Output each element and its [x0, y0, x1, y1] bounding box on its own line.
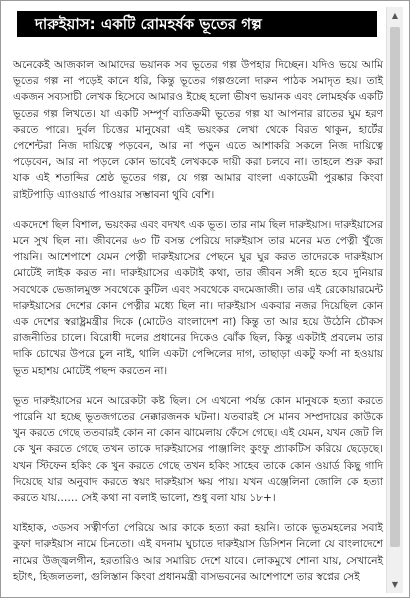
article-paragraph-1: অনেকেই আজকাল আমাদের ভয়ানক সব ভূতের গল্প উপহার দিচ্ছেন। যদিও ভয়ে আমি ভূতের গল্প না পড়েই কানে ধরি, কিন্তু ভূতের গল্পগুলো দারুন পাঠক সমাদৃত হয়। তাই একজন সব্যসাচী লেখক হিসেবে আমারও ইচ্ছে হলো ভীষণ ভয়ানক এবং লোমহর্ষক একটি ভূতের গল্প লিখতে। যা একটি সম্পূর্ণ ব্যতিক্রমী ভূতের গল্প যা আপনার রাতের ঘুম হরণ করতে পারে। দুর্বল চিত্তের মানুষেরা এই ভয়ংকর লেখা থেকে বিরত থাকুন, হার্টের পেশেন্টরা নিজ দায়িত্বে পড়বেন, আর না পড়ুন এতে আশাকরি সকলে নিজ দায়িত্বে পড়েবেন, আর না পড়লে কোন ভাবেই লেখককে দায়ী করা চলবে না। তাহলে শুরু করা যাক এই শতাব্দির শ্রেষ্ঠ ভূতের গল্প, যে গল্প আমার বাংলা একাডেমী পুরষ্কার কিংবা রাইটপাড়ি এ্যাওয়ার্ড পাওয়ার সম্ভাবনা থুবি বেশি। [13, 59, 383, 201]
vertical-scrollbar[interactable] [386, 7, 403, 593]
article-title: দারুইয়াস: একটি রোমহর্ষক ভূতের গল্প [17, 11, 377, 37]
scroll-down-arrow-icon[interactable]: ▼ [391, 580, 399, 589]
article-paragraph-3: ভূত দারুইয়াসের মনে আরেকটা কষ্ট ছিল। সে এখনো পর্যন্ত কোন মানুষকে হত্যা করতে পারেনি যা হচ্ছে ভূতজগতের নেক্কারজনক ঘটনা। যতবারই সে মানব সম্প্রদায়ের কাউকে খুন করতে গেছে ততবারই কোন না কোন ঝামেলায় ফেঁসে গেছে। এই যেমন, যখন জেট লি কে খুন করতে গেছে তখন তাকে দারুইয়াসের পাঞ্জালিং কুংফু প্র্যাকটিস করিয়ে ছেড়েছে। যখন স্টিফেন হকিং কে খুন করতে গেছে তখন হকিং সাহেব তাকে কোন ওয়ার্ড কিছু গাদি দিয়েছে যার অনুবাদ করতে স্বয়ং দারুইয়াস ক্ষয় পায়। যখন এঞ্জেলিনা জোলি কে হত্যা করতে যায়…… সেই কথা না বলাই ভালো, শুধু বলা যায় ১৮+। [13, 394, 383, 505]
scrollbar-thumb[interactable] [390, 27, 400, 547]
article-paragraph-2: একদেশে ছিল বিশাল, ভয়ংকর এবং বদখৎ এক ভূত। তার নাম ছিল দারুইয়াস। দারুইয়াসের মনে সুখ ছিল না। জীবনের ৬৩ টি বসন্ত পেরিয়ে দারুইয়াস তার মনের মত পেত্নী খুঁজে পায়নি। আশেপাশে যেমন পেত্নী দারুইয়াসের পেছনে ঘুর ঘুর করত তাদেরকে দারুইয়াস মোটেই লাইক করত না। দারুইয়াসের একটাই কথা, তার জীবন সঙ্গী হতে হবে দুনিয়ার সবথেকে ভেজালমুক্ত সবথেকে কুটিল এবং সবথেকে বদমেজাজী। তার এই রেকোয়ারমেন্ট দারুইয়াসের দেশের কোন পেত্নীর মধ্যে ছিল না। দারুইয়াস একবার নজর দিয়েছিল কোন এক দেশের স্বরাষ্ট্রমন্ত্রীর দিকে (মোটেও বাংলাদেশ না) কিন্তু তা আর হয়ে উঠেনি চৌকস রাজনীতির চালে। বিরোধী দলের প্রধানের দিকেও ঝোঁক ছিল, কিন্তু একটাই প্রবলেম তার দাকি চোখের উপরে চুল নাই, থালি একটা পেন্সিলের দাগ, তাছাড়া একটু ফর্সা না হওয়ায় ভূত মহাশয় মোটেই পছন্দ করতেন না। [13, 218, 383, 377]
article-paragraph-4: যাইহাক, ৩ডসব সত্বীর্ণতা পেরিয়ে আর কাকে হত্যা করা হয়নি। তাকে ভূতমহলের সবাই কুফা দারুইয়াস নামে চিনতো। এই বদনাম ঘুচাতে দারুইয়াস ডিসিশন নিলো যে বাংলাদেশে নামের উজ্জ্বলগীন, হরতারিও আর সমারিচ দেশে যাবে। লোকমুখে শোনা যায়, সেখানেই হটাৎ, হিজলতলা, গুলিস্তান কিংবা প্রধানমন্ত্রী বাসভবনের আশেপাশে তার স্বপ্নের সেই [13, 522, 383, 583]
scroll-up-arrow-icon[interactable]: ▲ [391, 11, 399, 20]
article-content [7, 7, 387, 593]
